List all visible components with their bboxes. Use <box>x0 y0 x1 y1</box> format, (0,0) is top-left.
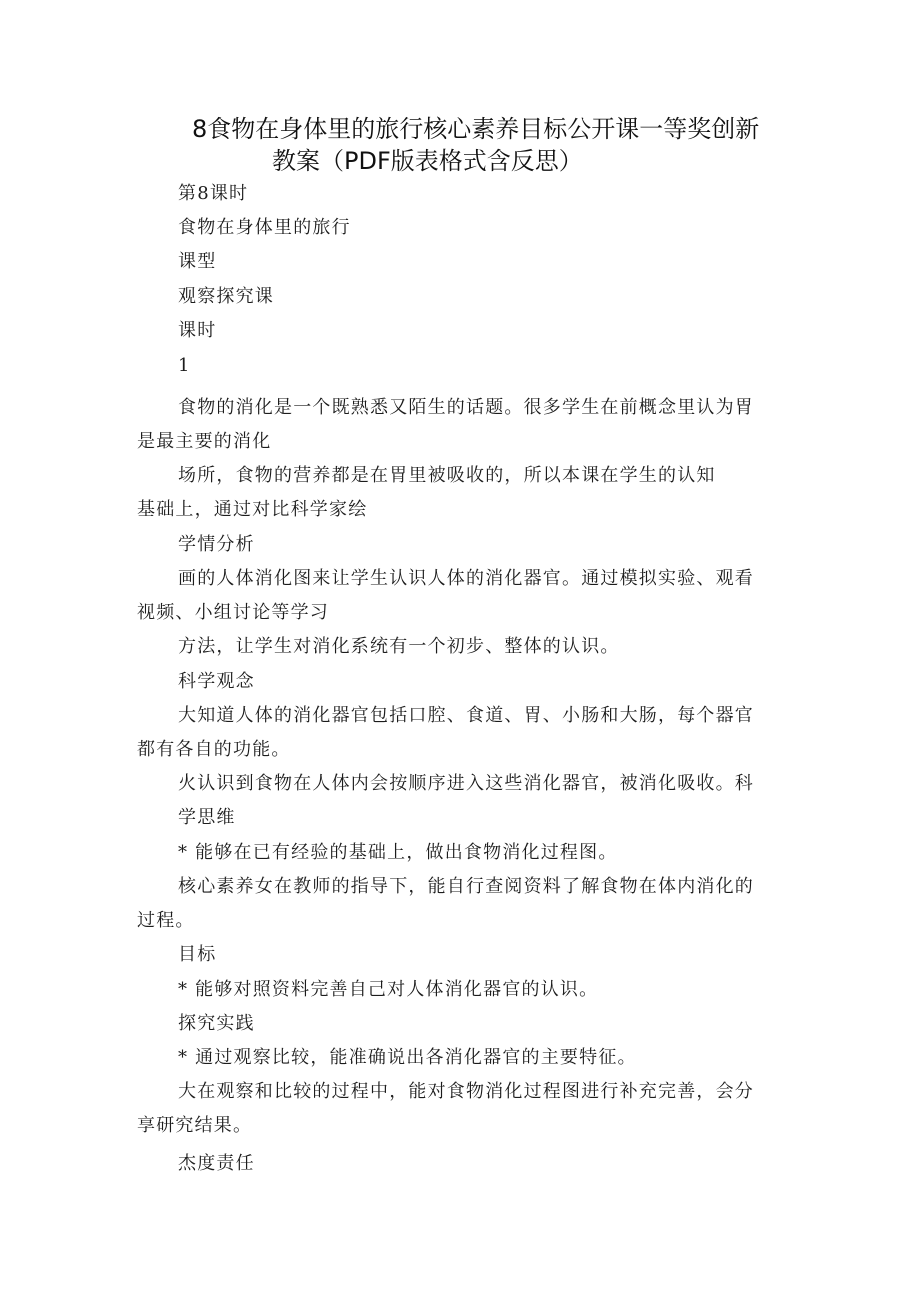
text-line: 享研究结果。 <box>137 1115 253 1136</box>
text-line: 过程。 <box>137 910 195 931</box>
text-line: 火认识到食物在人体内会按顺序进入这些消化器官，被消化吸收。科 <box>178 773 754 794</box>
text-line: 观察探究课 <box>178 286 274 307</box>
text-line: 画的人体消化图来让学生认识人体的消化器官。通过模拟实验、观看 <box>178 568 754 589</box>
text-line: 课型 <box>178 251 217 272</box>
text-line: 方法，让学生对消化系统有一个初步、整体的认识。 <box>178 636 620 657</box>
text-line: 科学观念 <box>178 671 255 692</box>
text-line: 杰度责任 <box>178 1153 255 1174</box>
text-line: * 能够对照资料完善自己对人体消化器官的认识。 <box>178 979 599 1000</box>
text-line: 第8课时 <box>178 183 249 204</box>
text-line: 视频、小组讨论等学习 <box>137 602 329 623</box>
text-line: * 通过观察比较，能准确说出各消化器官的主要特征。 <box>178 1047 637 1068</box>
text-line: 核心素养女在教师的指导下，能自行查阅资料了解食物在体内消化的 <box>178 876 754 897</box>
text-line: 是最主要的消化 <box>137 431 272 452</box>
text-line: 目标 <box>178 944 217 965</box>
text-line: 食物在身体里的旅行 <box>178 217 351 238</box>
document-title-line-1: 8食物在身体里的旅行核心素养目标公开课一等奖创新 <box>192 115 760 143</box>
text-line: 都有各自的功能。 <box>137 739 291 760</box>
text-line: 1 <box>178 355 191 376</box>
text-line: 课时 <box>178 320 217 341</box>
text-line: 食物的消化是一个既熟悉又陌生的话题。很多学生在前概念里认为胃 <box>178 397 754 418</box>
text-line: 学情分析 <box>178 534 255 555</box>
text-line: 场所，食物的营养都是在胃里被吸收的，所以本课在学生的认知 <box>178 465 716 486</box>
text-line: 探究实践 <box>178 1013 255 1034</box>
text-line: * 能够在已有经验的基础上，做出食物消化过程图。 <box>178 842 618 863</box>
document-title-line-2: 教案（PDF版表格式含反思） <box>272 147 583 175</box>
text-line: 学思维 <box>178 807 236 828</box>
text-line: 基础上，通过对比科学家绘 <box>137 499 368 520</box>
text-line: 大知道人体的消化器官包括口腔、食道、胃、小肠和大肠，每个器官 <box>178 705 754 726</box>
text-line: 大在观察和比较的过程中，能对食物消化过程图进行补充完善，会分 <box>178 1081 754 1102</box>
